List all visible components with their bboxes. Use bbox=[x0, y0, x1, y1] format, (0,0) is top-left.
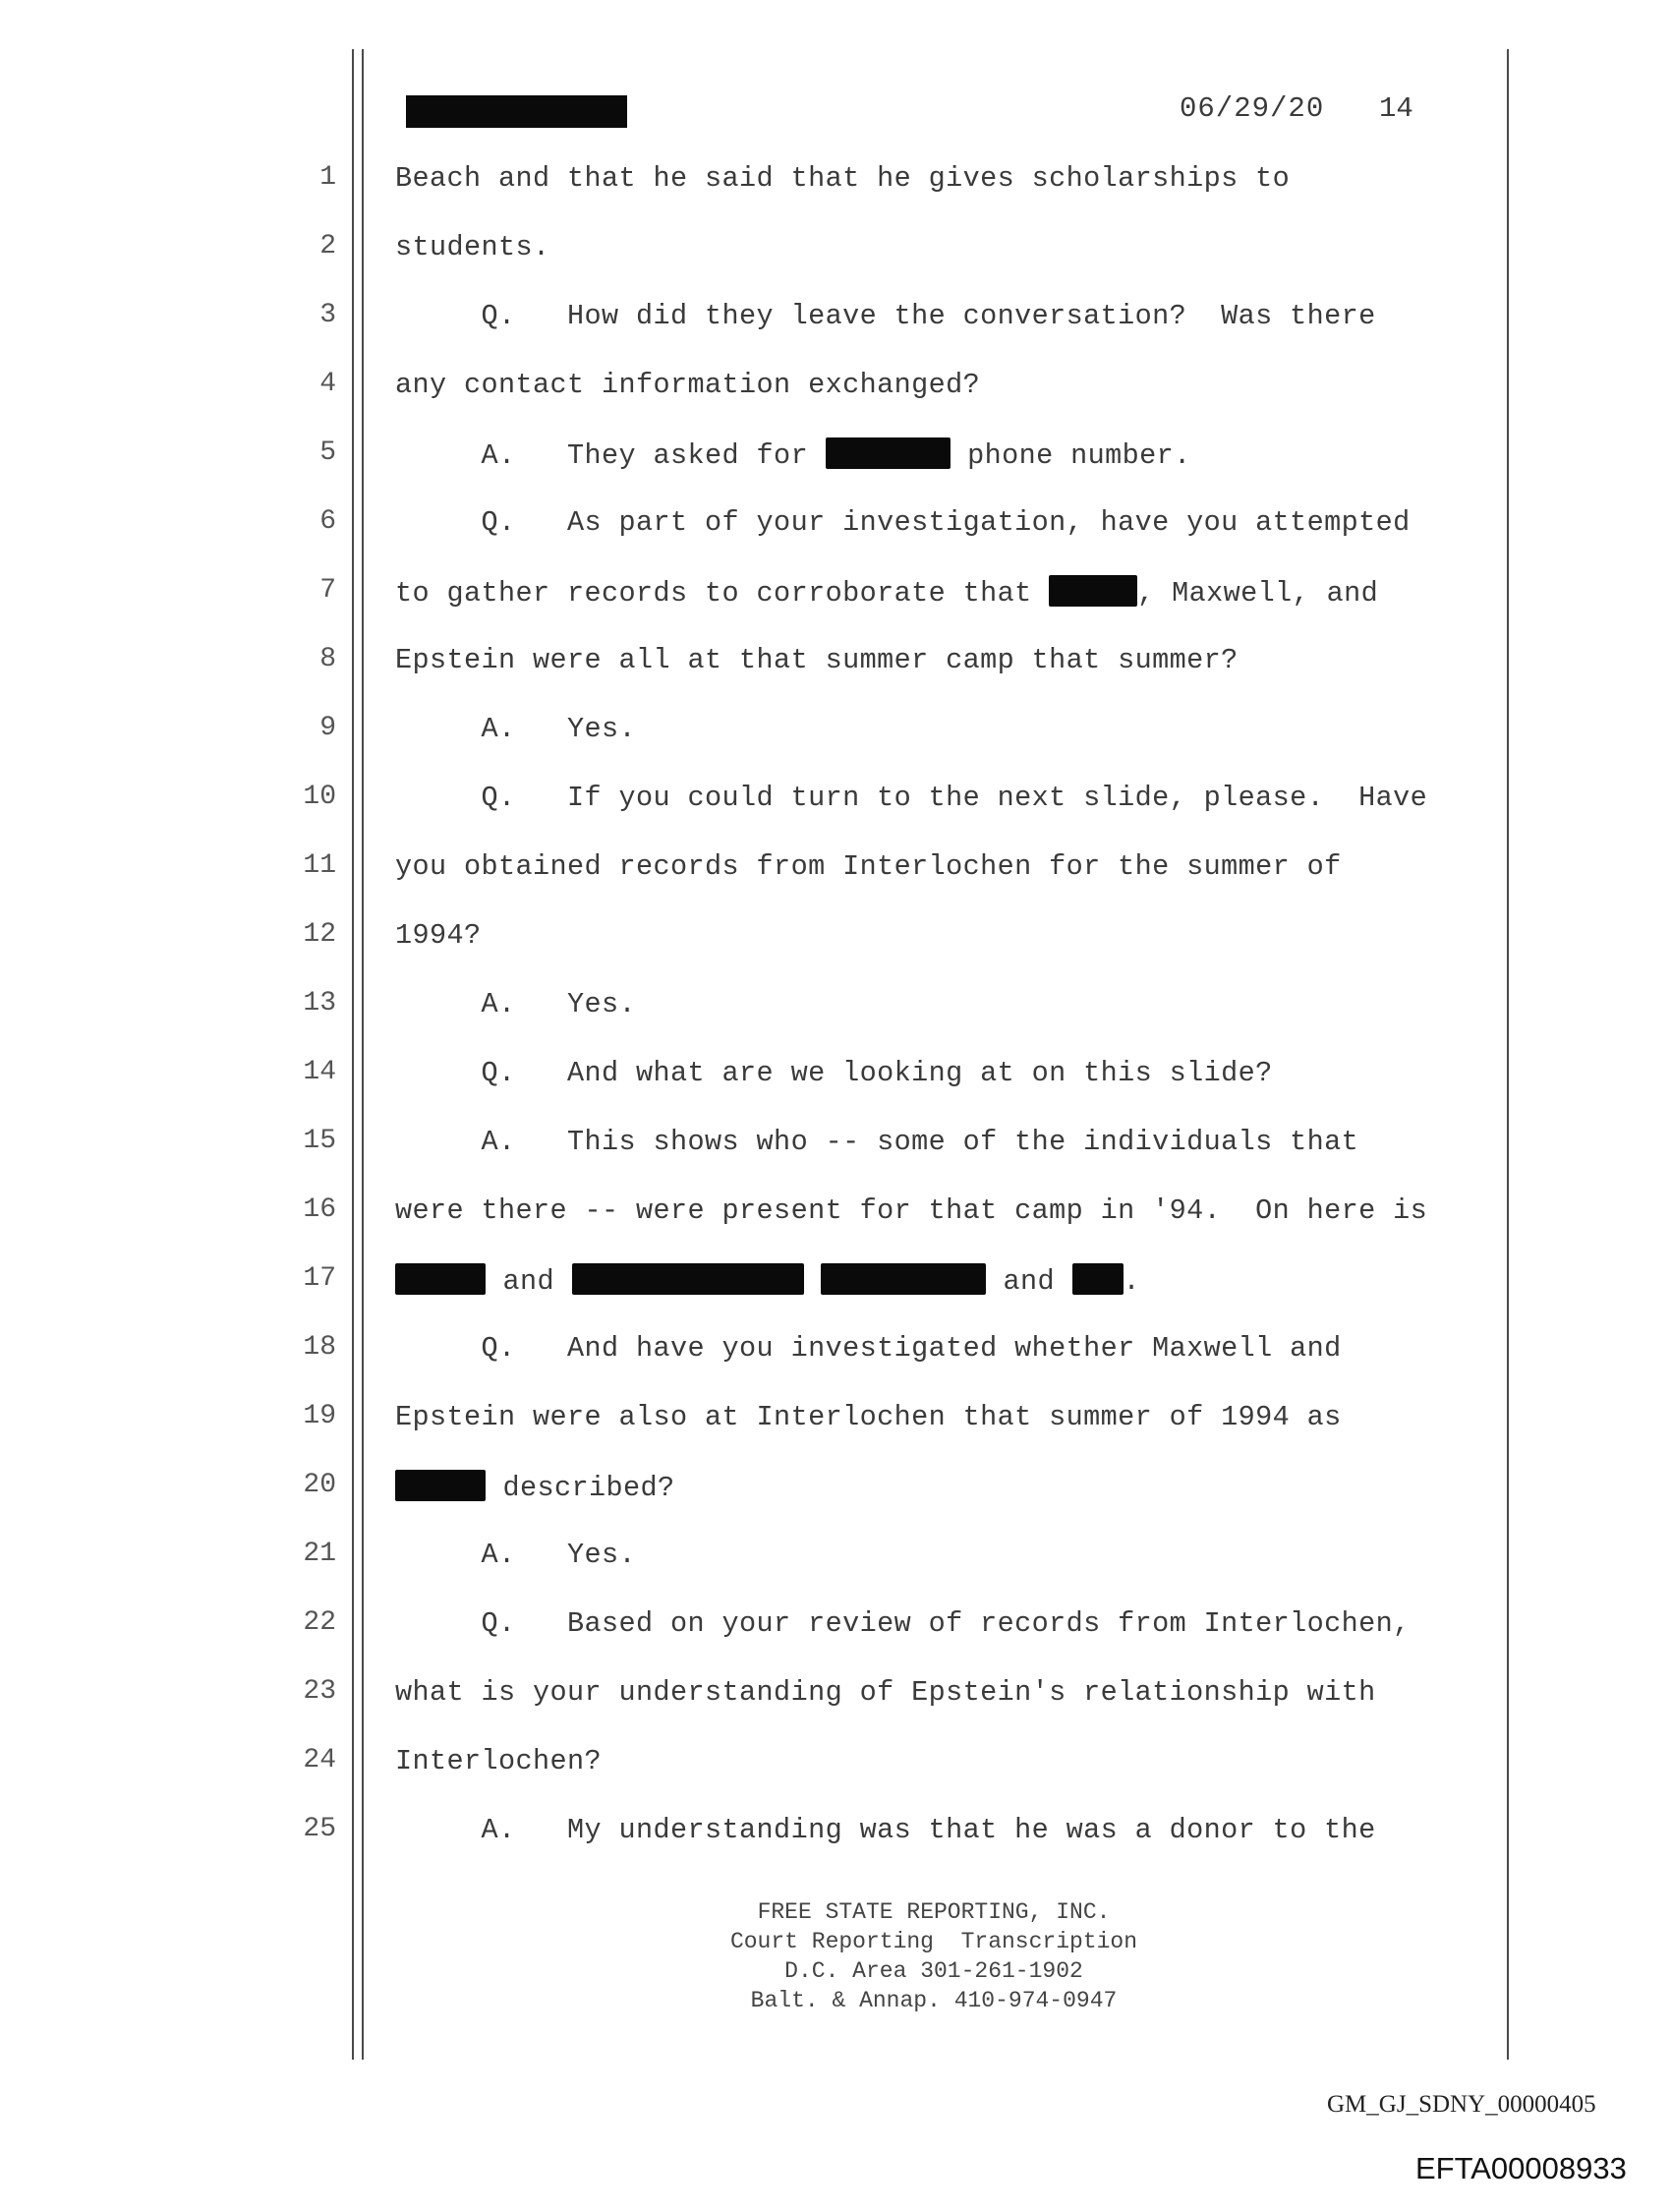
line-number: 18 bbox=[303, 1332, 336, 1363]
header-date: 06/29/20 bbox=[1180, 92, 1325, 125]
transcript-line bbox=[0, 1263, 1671, 1303]
line-number: 4 bbox=[319, 369, 336, 399]
transcript-line bbox=[0, 988, 1671, 1027]
line-text: were there -- were present for that camp in '94. On here is bbox=[395, 1194, 1428, 1227]
line-text-part: , Maxwell, and bbox=[1137, 577, 1379, 610]
line-text-part: phone number. bbox=[950, 439, 1191, 472]
redaction-bar bbox=[395, 1263, 486, 1295]
line-number: 2 bbox=[319, 231, 336, 262]
transcript-line bbox=[0, 1607, 1671, 1647]
line-number: 3 bbox=[319, 300, 336, 330]
transcript-line bbox=[0, 1745, 1671, 1784]
court-reporter-footer bbox=[688, 1897, 1180, 2015]
line-text: Q. How did they leave the conversation? Was there bbox=[395, 300, 1376, 332]
line-text: Q. And what are we looking at on this slide? bbox=[395, 1057, 1273, 1089]
line-text: A. Yes. bbox=[395, 988, 637, 1020]
transcript-line bbox=[0, 506, 1671, 546]
redaction-bar bbox=[1072, 1263, 1124, 1295]
line-number: 20 bbox=[303, 1470, 336, 1500]
bates-number: GM_GJ_SDNY_00000405 bbox=[1327, 2091, 1596, 2118]
transcript-line bbox=[0, 231, 1671, 270]
line-text-part: to gather records to corroborate that bbox=[395, 577, 1050, 610]
redaction-bar bbox=[395, 1470, 486, 1501]
line-number: 6 bbox=[319, 506, 336, 537]
line-text: Epstein were all at that summer camp that summer? bbox=[395, 644, 1239, 676]
transcript-line bbox=[0, 575, 1671, 614]
line-text-part: described? bbox=[486, 1472, 675, 1504]
line-text: Interlochen? bbox=[395, 1745, 603, 1777]
transcript-line bbox=[0, 1401, 1671, 1440]
transcript-line bbox=[0, 437, 1671, 477]
transcript-line bbox=[0, 369, 1671, 408]
header-redaction bbox=[406, 95, 627, 128]
line-number: 1 bbox=[319, 162, 336, 193]
line-number: 25 bbox=[303, 1814, 336, 1844]
transcript-line bbox=[0, 162, 1671, 202]
redaction-bar bbox=[1049, 575, 1137, 607]
footer-balt-phone: Balt. & Annap. 410-974-0947 bbox=[750, 1988, 1118, 2013]
transcript-line bbox=[0, 919, 1671, 959]
transcript-line bbox=[0, 1057, 1671, 1096]
line-number: 10 bbox=[303, 782, 336, 812]
line-number: 22 bbox=[303, 1607, 336, 1638]
line-text bbox=[395, 1470, 675, 1504]
line-text-part: and bbox=[986, 1265, 1072, 1298]
line-text: what is your understanding of Epstein's relationship with bbox=[395, 1676, 1376, 1709]
transcript-line bbox=[0, 713, 1671, 752]
transcript-line bbox=[0, 1470, 1671, 1509]
line-text: Q. And have you investigated whether Maxwell and bbox=[395, 1332, 1342, 1365]
line-text bbox=[395, 1263, 1140, 1298]
line-text: A. Yes. bbox=[395, 713, 637, 745]
line-number: 13 bbox=[303, 988, 336, 1019]
line-number: 16 bbox=[303, 1194, 336, 1225]
transcript-line bbox=[0, 644, 1671, 683]
line-text: 1994? bbox=[395, 919, 482, 952]
line-text bbox=[395, 437, 1191, 472]
transcript-line bbox=[0, 1332, 1671, 1371]
redaction-bar bbox=[826, 437, 951, 469]
footer-services: Court Reporting Transcription bbox=[729, 1929, 1138, 1954]
transcript-line bbox=[0, 1676, 1671, 1716]
line-number: 17 bbox=[303, 1263, 336, 1294]
line-text: A. Yes. bbox=[395, 1539, 637, 1571]
line-number: 24 bbox=[303, 1745, 336, 1775]
line-text: Beach and that he said that he gives scholarships to bbox=[395, 162, 1291, 195]
redaction-bar bbox=[821, 1263, 986, 1295]
transcript-line bbox=[0, 1126, 1671, 1165]
footer-company: FREE STATE REPORTING, INC. bbox=[757, 1899, 1111, 1925]
transcript-line bbox=[0, 782, 1671, 821]
line-number: 9 bbox=[319, 713, 336, 743]
line-text: Q. If you could turn to the next slide, please. Have bbox=[395, 782, 1428, 814]
line-text: you obtained records from Interlochen for the summer of bbox=[395, 850, 1342, 883]
line-number: 11 bbox=[303, 850, 336, 881]
line-number: 19 bbox=[303, 1401, 336, 1431]
line-number: 8 bbox=[319, 644, 336, 674]
transcript-line bbox=[0, 850, 1671, 890]
line-text: A. This shows who -- some of the individuals that bbox=[395, 1126, 1359, 1158]
redaction-bar bbox=[572, 1263, 804, 1295]
line-text: A. My understanding was that he was a donor to the bbox=[395, 1814, 1376, 1846]
line-number: 7 bbox=[319, 575, 336, 606]
transcript-line bbox=[0, 300, 1671, 339]
line-number: 5 bbox=[319, 437, 336, 468]
line-number: 21 bbox=[303, 1539, 336, 1569]
transcript-line bbox=[0, 1539, 1671, 1578]
line-text-part: and bbox=[486, 1265, 572, 1298]
transcript-line bbox=[0, 1814, 1671, 1853]
line-number: 15 bbox=[303, 1126, 336, 1156]
line-text: Epstein were also at Interlochen that summer of 1994 as bbox=[395, 1401, 1342, 1433]
line-text: students. bbox=[395, 231, 550, 263]
line-number: 14 bbox=[303, 1057, 336, 1087]
line-text: Q. Based on your review of records from Interlochen, bbox=[395, 1607, 1411, 1640]
line-number: 12 bbox=[303, 919, 336, 950]
line-text-part: A. They asked for bbox=[395, 439, 826, 472]
transcript-line bbox=[0, 1194, 1671, 1234]
line-text: Q. As part of your investigation, have you attempted bbox=[395, 506, 1411, 539]
line-text bbox=[395, 575, 1378, 610]
efta-number: EFTA00008933 bbox=[1415, 2151, 1627, 2185]
line-text: any contact information exchanged? bbox=[395, 369, 981, 401]
header-page-number: 14 bbox=[1379, 92, 1413, 125]
line-number: 23 bbox=[303, 1676, 336, 1707]
footer-dc-phone: D.C. Area 301-261-1902 bbox=[784, 1958, 1083, 1984]
line-text-part: . bbox=[1123, 1265, 1141, 1298]
